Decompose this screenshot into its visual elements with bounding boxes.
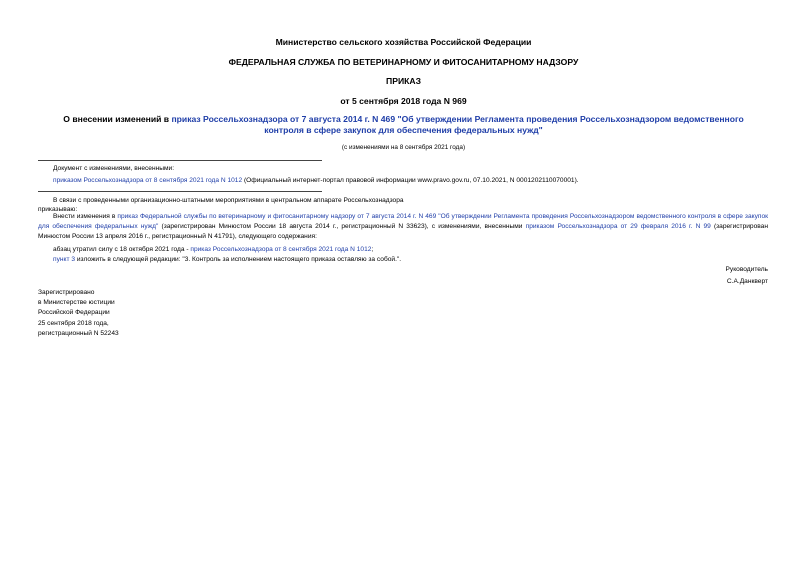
paragraph-1 xyxy=(38,212,768,242)
divider-bottom xyxy=(38,191,322,192)
registration-line-5: регистрационный N 52243 xyxy=(38,330,119,337)
para3-text: изложить в следующей редакции: "3. Контроль за исполнением настоящего приказа оставляю за собой.". xyxy=(75,256,402,263)
para2-text2: ; xyxy=(371,246,374,253)
para2-text1: абзац утратил силу с 18 октября 2021 года - xyxy=(53,246,191,253)
para2-link[interactable]: приказ Россельхознадзора от 8 сентября 2021 года N 1012 xyxy=(190,246,372,253)
para3-link[interactable]: пункт 3 xyxy=(53,256,75,263)
document-subject xyxy=(50,114,757,136)
document-date-number: от 5 сентября 2018 года N 969 xyxy=(340,96,467,106)
signature-title: Руководитель xyxy=(725,266,768,273)
amendments-suffix: (Официальный интернет-портал правовой информации www.pravo.gov.ru, 07.10.2021, N 0001202110070001). xyxy=(242,177,579,184)
para1-text2: (зарегистрирован Минюстом России 18 августа 2014 г., регистрационный N 33623), с изменениями, внесенными xyxy=(158,223,526,230)
order-word: приказываю: xyxy=(38,206,78,213)
paragraph-3 xyxy=(53,256,401,264)
document-type: ПРИКАЗ xyxy=(386,76,421,86)
para1-link1[interactable]: приказ Федеральной службы по ветеринарному и фитосанитарному надзору от 7 августа 2014 г. N 469 "Об утверждении Регламента проведения Россельхознадзором ведомственного контроля в сфере закупок для обеспечения федеральных нужд" xyxy=(38,213,768,230)
preamble-text: В связи с проведенными организационно-штатными мероприятиями в центральном аппарате Россельхознадзора xyxy=(53,197,404,204)
registration-line-1: Зарегистрировано xyxy=(38,289,95,296)
amendments-line xyxy=(53,177,579,185)
registration-line-3: Российской Федерации xyxy=(38,309,110,316)
amendments-link[interactable]: приказом Россельхознадзора от 8 сентября 2021 года N 1012 xyxy=(53,177,243,184)
changes-note: (с изменениями на 8 сентября 2021 года) xyxy=(341,144,466,151)
ministry-name: Министерство сельского хозяйства Российской Федерации xyxy=(275,37,532,47)
signature-name: С.А.Данкверт xyxy=(726,278,768,285)
registration-line-2: в Министерстве юстиции xyxy=(38,299,115,306)
para1-text3: (зарегистрирован Минюстом России 13 апреля 2016 г., регистрационный N 41791), следующего содержания: xyxy=(38,223,768,240)
registration-line-4: 25 сентября 2018 года, xyxy=(38,320,109,327)
divider-top xyxy=(38,160,322,161)
service-name: ФЕДЕРАЛЬНАЯ СЛУЖБА ПО ВЕТЕРИНАРНОМУ И ФИТОСАНИТАРНОМУ НАДЗОРУ xyxy=(228,57,579,67)
para1-link2[interactable]: приказом Россельхознадзора от 29 февраля 2016 г. N 99 xyxy=(525,223,711,230)
subject-link[interactable]: приказ Россельхознадзора от 7 августа 2014 г. N 469 "Об утверждении Регламента проведения Россельхознадзором ведомственного контроля в сфере закупок для обеспечения федеральных нужд" xyxy=(171,114,744,135)
para1-text1: Внести изменения в xyxy=(53,213,118,220)
paragraph-2 xyxy=(53,246,373,254)
subject-prefix: О внесении изменений в xyxy=(63,114,172,124)
amendments-label: Документ с изменениями, внесенными: xyxy=(53,165,175,172)
